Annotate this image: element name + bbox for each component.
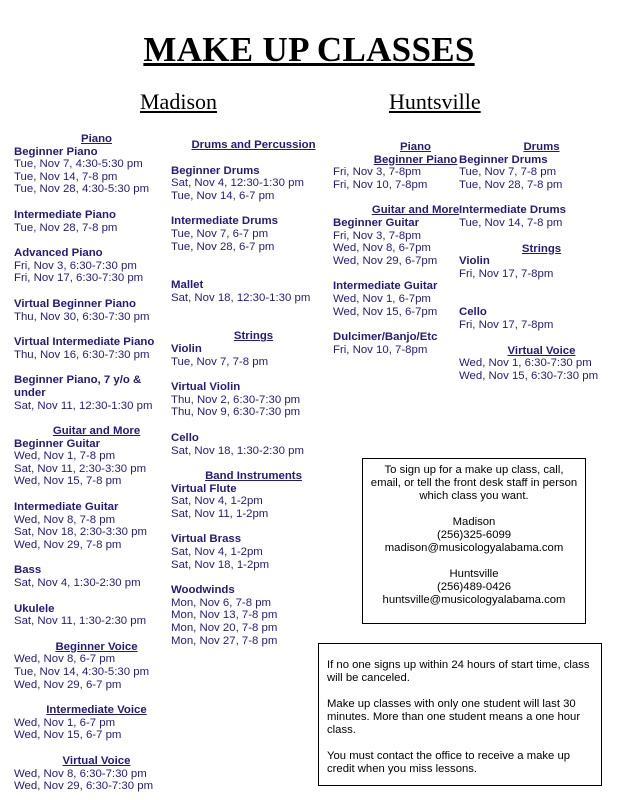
class-time: Tue, Nov 28, 6-7 pm [171,240,275,253]
class-time: Fri, Nov 3, 7-8pm [333,229,421,242]
spacer [171,419,336,432]
class-name: Beginner Guitar [14,437,101,450]
location-heading-huntsville: Huntsville [389,89,481,114]
class-name: under [14,386,46,399]
class-time: Sat, Nov 11, 12:30-1:30 pm [14,399,153,412]
class-time: Fri, Nov 3, 7-8pm [333,166,421,179]
class-name: Beginner Piano [14,145,98,158]
class-time: Tue, Nov 14, 4:30-5:30 pm [14,666,150,678]
policy-info-box [318,643,602,786]
class-name: Virtual Beginner Piano [14,297,136,310]
section-heading: Piano [399,141,431,153]
class-time: Sat, Nov 18, 12:30-1:30 pm [171,291,311,304]
class-time: Sat, Nov 4, 1-2pm [171,546,263,559]
class-time: Tue, Nov 7, 4:30-5:30 pm [14,158,143,171]
class-time: Fri, Nov 17, 6:30-7:30 pm [14,272,144,285]
class-name: Intermediate Guitar [14,501,119,514]
class-time: Wed, Nov 15, 7-8 pm [14,475,122,488]
class-time: Wed, Nov 29, 6-7 pm [14,678,122,691]
spacer [14,196,179,209]
info-line: huntsville@musicologyalabama.com [382,594,566,606]
spacer [14,551,179,564]
class-name: Intermediate Guitar [333,280,438,293]
class-time: Fri, Nov 10, 7-8pm [333,178,428,191]
class-time: Fri, Nov 10, 7-8pm [333,343,428,356]
section-heading: Virtual Voice [62,754,131,767]
class-time: Wed, Nov 8, 6-7pm [333,242,431,255]
class-time: Sat, Nov 11, 1:30-2:30 pm [14,615,147,628]
page-title: MAKE UP CLASSES [143,30,475,69]
class-time: Tue, Nov 14, 7-8 pm [459,216,563,229]
class-time: Mon, Nov 6, 7-8 pm [171,596,272,609]
class-time: Tue, Nov 7, 7-8 pm [459,166,557,179]
spacer [363,555,585,568]
huntsville-column-2 [459,141,618,382]
class-time: Thu, Nov 9, 6:30-7:30 pm [171,406,301,419]
class-name: Violin [459,255,490,268]
spacer [459,191,618,204]
class-time: Wed, Nov 29, 6:30-7:30 pm [14,780,154,793]
info-line: email, or tell the front desk staff in person [370,477,578,489]
class-time: Fri, Nov 17, 7-8pm [459,267,554,280]
spacer [171,202,336,215]
class-time: Wed, Nov 29, 7-8 pm [14,538,122,551]
class-time: Sat, Nov 18, 1-2pm [171,558,270,571]
info-line: Huntsville [449,568,499,580]
class-name: Virtual Intermediate Piano [14,336,155,349]
info-line: madison@musicologyalabama.com [384,542,564,554]
class-time: Sat, Nov 11, 1-2pm [171,507,269,520]
section-heading: Guitar and More [52,425,141,438]
spacer [171,457,336,470]
spacer [14,285,179,298]
class-time: Wed, Nov 8, 7-8 pm [14,513,116,526]
class-time: Wed, Nov 29, 6-7pm [333,254,438,267]
spacer [459,230,618,243]
spacer [363,503,585,516]
section-heading: Intermediate Voice [46,704,147,717]
class-time: Tue, Nov 7, 7-8 pm [171,355,269,368]
location-heading-madison: Madison [140,89,217,114]
spacer [327,685,601,698]
spacer [171,304,336,330]
class-name: Dulcimer/Banjo/Etc [333,331,438,344]
info-line: To sign up for a make up class, call, [384,464,564,476]
section-heading: Strings [521,242,562,255]
spacer [14,488,179,501]
class-time: Wed, Nov 8, 6-7 pm [14,653,116,666]
info-line: Madison [452,516,496,528]
class-name: Beginner Drums [459,153,548,166]
class-time: Sat, Nov 4, 12:30-1:30 pm [171,177,304,190]
class-name: Virtual Violin [171,381,241,394]
section-heading: Virtual Voice [507,344,576,357]
class-time: Sat, Nov 4, 1:30-2:30 pm [14,577,141,590]
policy-line: class. [327,724,356,736]
class-time: Wed, Nov 1, 7-8 pm [14,450,116,463]
class-time: Tue, Nov 14, 7-8 pm [14,170,118,183]
class-time: Mon, Nov 20, 7-8 pm [171,622,278,635]
class-name: Advanced Piano [14,247,103,260]
class-name: Mallet [171,279,204,292]
signup-info-box [362,458,586,624]
class-name: Beginner Guitar [333,216,420,229]
section-heading: Drums [523,141,560,153]
class-time: Wed, Nov 15, 6-7 pm [14,729,122,742]
class-time: Mon, Nov 27, 7-8 pm [171,634,278,647]
spacer [14,412,179,425]
class-time: Tue, Nov 28, 4:30-5:30 pm [14,183,150,196]
class-name: Beginner Drums [171,164,260,177]
section-heading: Piano [80,133,112,145]
spacer [327,737,601,750]
policy-line: minutes. More than one student means a one hour [327,711,581,723]
spacer [171,152,336,165]
info-line: (256)489-0426 [436,581,512,593]
class-name: Cello [171,431,199,444]
spacer [171,520,336,533]
class-name: Woodwinds [171,584,235,597]
section-heading: Strings [233,330,274,343]
class-time: Wed, Nov 15, 6:30-7:30 pm [459,369,599,382]
policy-line: Make up classes with only one student will last 30 [327,698,576,710]
section-heading: Beginner Piano [373,153,458,166]
class-name: Virtual Flute [171,482,237,495]
class-name: Intermediate Drums [171,215,278,228]
class-name: Cello [459,306,487,319]
class-time: Sat, Nov 18, 1:30-2:30 pm [171,444,304,457]
section-heading: Beginner Voice [55,640,138,653]
class-time: Wed, Nov 15, 6-7pm [333,305,438,318]
spacer [14,691,179,704]
policy-line: If no one signs up within 24 hours of start time, class [327,659,590,671]
spacer [459,332,618,345]
class-name: Bass [14,564,42,577]
class-time: Fri, Nov 17, 7-8pm [459,318,554,331]
class-time: Tue, Nov 14, 6-7 pm [171,189,275,202]
class-time: Wed, Nov 1, 6-7 pm [14,716,116,729]
class-time: Fri, Nov 3, 6:30-7:30 pm [14,259,137,272]
class-time: Wed, Nov 8, 6:30-7:30 pm [14,767,147,780]
spacer [14,742,179,755]
spacer [171,253,336,279]
section-heading: Drums and Percussion [191,139,316,151]
spacer [14,323,179,336]
spacer [14,628,179,641]
spacer [14,361,179,374]
class-time: Sat, Nov 4, 1-2pm [171,495,263,508]
class-name: Intermediate Piano [14,208,116,221]
class-time: Thu, Nov 16, 6:30-7:30 pm [14,348,150,361]
spacer [14,234,179,247]
class-time: Thu, Nov 2, 6:30-7:30 pm [171,393,301,406]
class-name: Ukulele [14,602,55,615]
info-line: which class you want. [419,490,529,502]
class-time: Wed, Nov 1, 6:30-7:30 pm [459,357,592,370]
section-heading: Guitar and More [371,204,460,217]
class-time: Tue, Nov 7, 6-7 pm [171,227,269,240]
spacer [459,280,618,306]
class-time: Mon, Nov 13, 7-8 pm [171,609,278,622]
class-name: Intermediate Drums [459,204,566,217]
policy-line: will be canceled. [327,672,410,684]
policy-line: credit when you miss lessons. [327,763,478,775]
madison-column-1 [14,133,179,793]
spacer [171,368,336,381]
section-heading: Band Instruments [205,470,302,483]
madison-column-2 [171,139,336,647]
spacer [171,571,336,584]
class-time: Tue, Nov 28, 7-8 pm [14,221,118,234]
class-time: Sat, Nov 11, 2:30-3:30 pm [14,462,147,475]
class-name: Violin [171,342,202,355]
spacer [14,590,179,603]
info-line: (256)325-6099 [436,529,512,541]
class-time: Tue, Nov 28, 7-8 pm [459,178,563,191]
class-time: Sat, Nov 18, 2:30-3:30 pm [14,526,147,539]
class-name: Beginner Piano, 7 y/o & [14,374,142,387]
policy-line: You must contact the office to receive a make up [327,750,571,762]
class-time: Thu, Nov 30, 6:30-7:30 pm [14,310,150,323]
class-name: Virtual Brass [171,533,242,546]
class-time: Wed, Nov 1, 6-7pm [333,292,431,305]
